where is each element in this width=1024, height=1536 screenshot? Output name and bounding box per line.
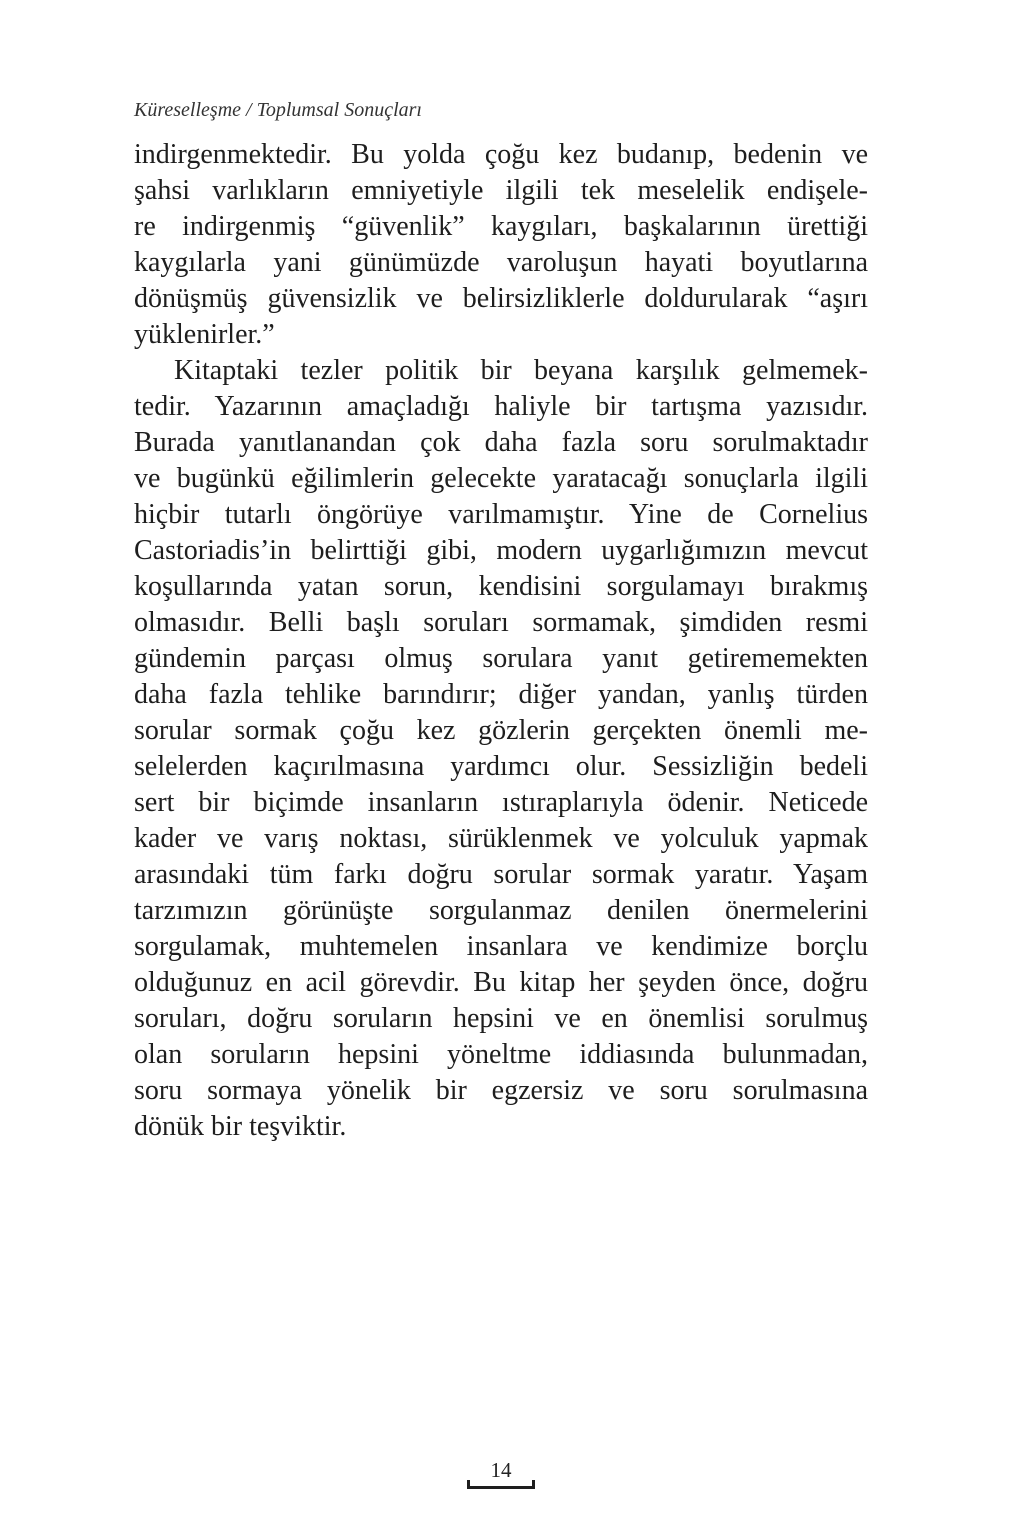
- text-line: sert bir biçimde insanların ıstıraplarıyla ödenir. Neticede: [134, 787, 868, 818]
- text-line: soru sormaya yönelik bir egzersiz ve soru sorulmasına: [134, 1075, 868, 1106]
- text-line: gündemin parçası olmuş sorulara yanıt getirememekten: [134, 643, 868, 674]
- text-line: ve bugünkü eğilimlerin gelecekte yaratacağı sonuçlarla ilgili: [134, 463, 868, 494]
- body-text: [134, 137, 868, 1145]
- text-line: hiçbir tutarlı öngörüye varılmamıştır. Yine de Cornelius: [134, 499, 868, 530]
- text-line: olmasıdır. Belli başlı soruları sormamak, şimdiden resmi: [134, 607, 868, 638]
- text-line: indirgenmektedir. Bu yolda çoğu kez budanıp, bedenin ve: [134, 139, 868, 170]
- text-line: Burada yanıtlanandan çok daha fazla soru sorulmaktadır: [134, 427, 868, 458]
- text-line: olduğunuz en acil görevdir. Bu kitap her şeyden önce, doğru: [134, 967, 868, 998]
- text-line: tarzımızın görünüşte sorgulanmaz denilen önermelerini: [134, 895, 868, 926]
- text-line: kader ve varış noktası, sürüklenmek ve yolculuk yapmak: [134, 823, 868, 854]
- page-footer: [467, 1458, 535, 1489]
- text-line: olan soruların hepsini yöneltme iddiasında bulunmadan,: [134, 1039, 868, 1070]
- page-number-rule: [467, 1486, 535, 1489]
- text-line: koşullarında yatan sorun, kendisini sorgulamayı bırakmış: [134, 571, 868, 602]
- text-line: daha fazla tehlike barındırır; diğer yandan, yanlış türden: [134, 679, 868, 710]
- text-line: arasındaki tüm farkı doğru sorular sormak yaratır. Yaşam: [134, 859, 868, 890]
- text-line: kaygılarla yani günümüzde varoluşun hayati boyutlarına: [134, 247, 868, 278]
- text-line: sorgulamak, muhtemelen insanlara ve kendimize borçlu: [134, 931, 868, 962]
- paragraph-1: [134, 137, 868, 353]
- text-line: Kitaptaki tezler politik bir beyana karşılık gelmemek-: [174, 355, 868, 386]
- page-number: 14: [490, 1458, 512, 1482]
- text-line: dönüşmüş güvensizlik ve belirsizliklerle doldurularak “aşırı: [134, 283, 868, 314]
- text-line: dönük bir teşviktir.: [134, 1111, 347, 1142]
- text-line: sorular sormak çoğu kez gözlerin gerçekten önemli me-: [134, 715, 868, 746]
- text-line: tedir. Yazarının amaçladığı haliyle bir tartışma yazısıdır.: [134, 391, 868, 422]
- text-line: selelerden kaçırılmasına yardımcı olur. Sessizliğin bedeli: [134, 751, 868, 782]
- text-line: re indirgenmiş “güvenlik” kaygıları, başkalarının ürettiği: [134, 211, 868, 242]
- text-line: Castoriadis’in belirttiği gibi, modern uygarlığımızın mevcut: [134, 535, 868, 566]
- running-header: Küreselleşme / Toplumsal Sonuçları: [134, 99, 422, 121]
- paragraph-2: [134, 353, 868, 1145]
- text-line: şahsi varlıkların emniyetiyle ilgili tek meselelik endişele-: [134, 175, 868, 206]
- text-line: soruları, doğru soruların hepsini ve en önemlisi sorulmuş: [134, 1003, 868, 1034]
- text-line: yüklenirler.”: [134, 319, 275, 350]
